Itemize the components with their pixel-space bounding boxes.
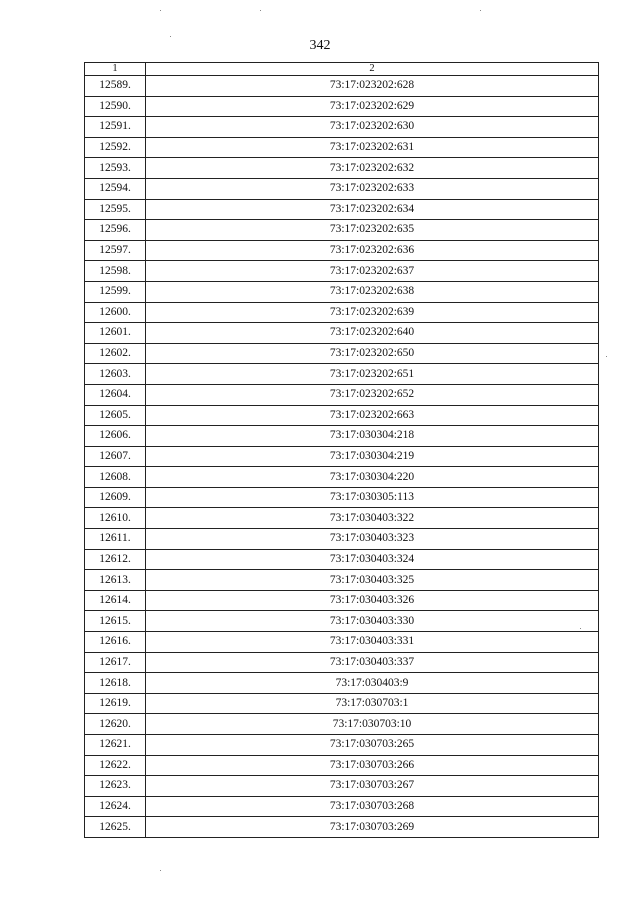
- cadastral-number: 73:17:023202:637: [146, 261, 599, 282]
- cadastral-number: 73:17:030403:325: [146, 570, 599, 591]
- row-number: 12612.: [85, 549, 146, 570]
- column-header-cadastral-number: 2: [146, 63, 599, 76]
- table-row: [85, 508, 599, 529]
- cadastral-number: 73:17:030703:265: [146, 735, 599, 756]
- cadastral-number: 73:17:030304:218: [146, 426, 599, 447]
- table-row: [85, 199, 599, 220]
- table-row: [85, 570, 599, 591]
- row-number: 12624.: [85, 796, 146, 817]
- table-row: [85, 158, 599, 179]
- table-row: [85, 652, 599, 673]
- cadastral-number: 73:17:030403:337: [146, 652, 599, 673]
- table-row: [85, 384, 599, 405]
- table-row: [85, 467, 599, 488]
- cadastral-number: 73:17:030703:267: [146, 776, 599, 797]
- scan-speck: [606, 356, 607, 357]
- table-row: [85, 776, 599, 797]
- table-row: [85, 323, 599, 344]
- table-row: [85, 117, 599, 138]
- row-number: 12597.: [85, 240, 146, 261]
- row-number: 12604.: [85, 384, 146, 405]
- table-row: [85, 76, 599, 97]
- row-number: 12596.: [85, 220, 146, 241]
- table-row: [85, 817, 599, 838]
- cadastral-number: 73:17:023202:650: [146, 343, 599, 364]
- row-number: 12618.: [85, 673, 146, 694]
- row-number: 12619.: [85, 693, 146, 714]
- table-row: [85, 487, 599, 508]
- cadastral-number: 73:17:030403:331: [146, 632, 599, 653]
- table-row: [85, 96, 599, 117]
- row-number: 12615.: [85, 611, 146, 632]
- cadastral-number: 73:17:030304:220: [146, 467, 599, 488]
- cadastral-number: 73:17:030703:266: [146, 755, 599, 776]
- scan-speck: [170, 36, 171, 37]
- table-row: [85, 611, 599, 632]
- table-row: [85, 632, 599, 653]
- row-number: 12611.: [85, 529, 146, 550]
- cadastral-number: 73:17:030403:330: [146, 611, 599, 632]
- row-number: 12599.: [85, 281, 146, 302]
- row-number: 12620.: [85, 714, 146, 735]
- cadastral-number: 73:17:023202:632: [146, 158, 599, 179]
- row-number: 12603.: [85, 364, 146, 385]
- cadastral-number: 73:17:030403:326: [146, 590, 599, 611]
- row-number: 12605.: [85, 405, 146, 426]
- table-row: [85, 693, 599, 714]
- row-number: 12607.: [85, 446, 146, 467]
- cadastral-number: 73:17:030403:322: [146, 508, 599, 529]
- table-row: [85, 137, 599, 158]
- table-row: [85, 529, 599, 550]
- scan-speck: [160, 10, 161, 11]
- table-row: [85, 302, 599, 323]
- scan-speck: [480, 10, 481, 11]
- registry-table: [84, 62, 599, 838]
- row-number: 12613.: [85, 570, 146, 591]
- table-row: [85, 590, 599, 611]
- cadastral-number: 73:17:023202:629: [146, 96, 599, 117]
- table-row: [85, 281, 599, 302]
- row-number: 12591.: [85, 117, 146, 138]
- table-row: [85, 796, 599, 817]
- row-number: 12600.: [85, 302, 146, 323]
- cadastral-number: 73:17:023202:633: [146, 178, 599, 199]
- table-row: [85, 405, 599, 426]
- row-number: 12593.: [85, 158, 146, 179]
- table-row: [85, 220, 599, 241]
- row-number: 12590.: [85, 96, 146, 117]
- row-number: 12609.: [85, 487, 146, 508]
- table-body: [85, 76, 599, 838]
- table-row: [85, 364, 599, 385]
- table-row: [85, 426, 599, 447]
- scan-speck: [160, 870, 161, 871]
- table-row: [85, 240, 599, 261]
- row-number: 12608.: [85, 467, 146, 488]
- row-number: 12606.: [85, 426, 146, 447]
- cadastral-number: 73:17:023202:634: [146, 199, 599, 220]
- scan-speck: [260, 10, 261, 11]
- cadastral-number: 73:17:030403:9: [146, 673, 599, 694]
- column-header-number: 1: [85, 63, 146, 76]
- cadastral-number: 73:17:023202:663: [146, 405, 599, 426]
- cadastral-number: 73:17:023202:631: [146, 137, 599, 158]
- table-row: [85, 673, 599, 694]
- cadastral-number: 73:17:023202:652: [146, 384, 599, 405]
- cadastral-number: 73:17:023202:640: [146, 323, 599, 344]
- table-header-row: [85, 63, 599, 76]
- table-row: [85, 343, 599, 364]
- cadastral-number: 73:17:023202:635: [146, 220, 599, 241]
- table-row: [85, 755, 599, 776]
- table-row: [85, 446, 599, 467]
- row-number: 12622.: [85, 755, 146, 776]
- cadastral-number: 73:17:030305:113: [146, 487, 599, 508]
- row-number: 12616.: [85, 632, 146, 653]
- cadastral-number: 73:17:030703:268: [146, 796, 599, 817]
- table-row: [85, 714, 599, 735]
- row-number: 12589.: [85, 76, 146, 97]
- cadastral-number: 73:17:023202:639: [146, 302, 599, 323]
- row-number: 12598.: [85, 261, 146, 282]
- row-number: 12601.: [85, 323, 146, 344]
- row-number: 12623.: [85, 776, 146, 797]
- cadastral-number: 73:17:030703:1: [146, 693, 599, 714]
- row-number: 12594.: [85, 178, 146, 199]
- cadastral-number: 73:17:023202:630: [146, 117, 599, 138]
- row-number: 12614.: [85, 590, 146, 611]
- row-number: 12617.: [85, 652, 146, 673]
- table-row: [85, 549, 599, 570]
- page-number: 342: [309, 38, 331, 53]
- cadastral-number: 73:17:023202:628: [146, 76, 599, 97]
- row-number: 12592.: [85, 137, 146, 158]
- row-number: 12625.: [85, 817, 146, 838]
- cadastral-number: 73:17:023202:651: [146, 364, 599, 385]
- cadastral-number: 73:17:030703:10: [146, 714, 599, 735]
- cadastral-number: 73:17:030304:219: [146, 446, 599, 467]
- table-row: [85, 178, 599, 199]
- table-row: [85, 735, 599, 756]
- cadastral-number: 73:17:030403:324: [146, 549, 599, 570]
- cadastral-number: 73:17:023202:638: [146, 281, 599, 302]
- table-row: [85, 261, 599, 282]
- row-number: 12602.: [85, 343, 146, 364]
- row-number: 12610.: [85, 508, 146, 529]
- row-number: 12595.: [85, 199, 146, 220]
- row-number: 12621.: [85, 735, 146, 756]
- cadastral-number: 73:17:030403:323: [146, 529, 599, 550]
- cadastral-number: 73:17:023202:636: [146, 240, 599, 261]
- cadastral-number: 73:17:030703:269: [146, 817, 599, 838]
